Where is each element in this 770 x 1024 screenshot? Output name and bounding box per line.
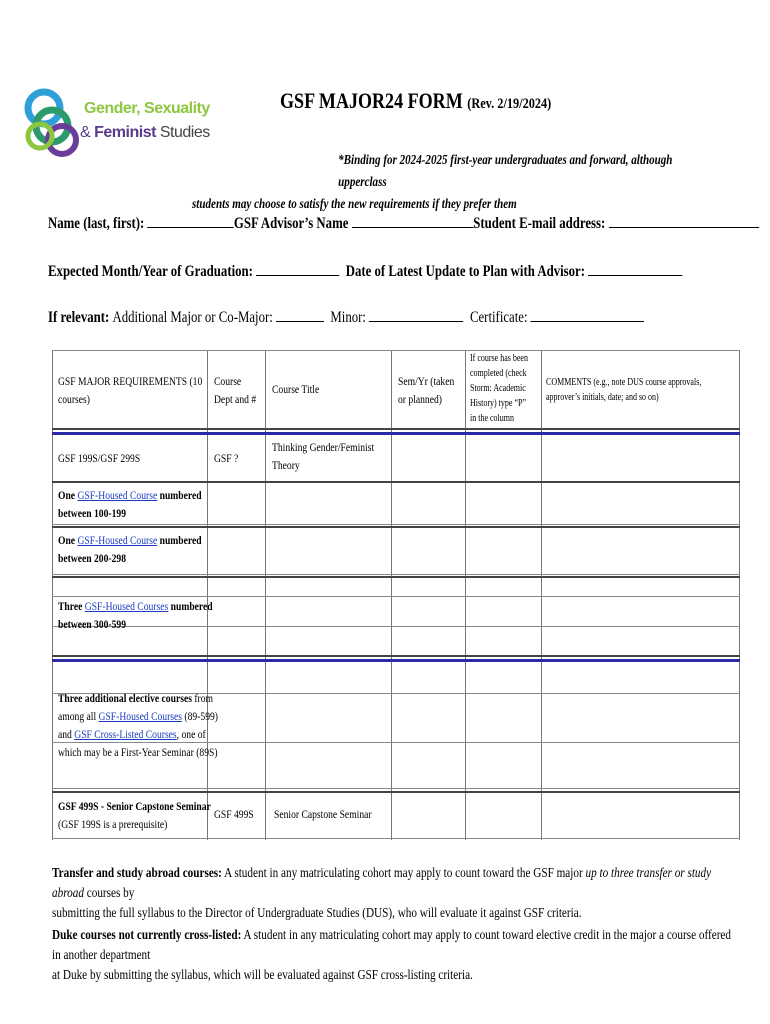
additional-fields xyxy=(48,308,644,327)
update-field[interactable] xyxy=(588,262,682,276)
minor-label: Minor: xyxy=(330,309,366,326)
row-gateway-dept: GSF ? xyxy=(214,451,239,465)
header-dept: Course Dept and # xyxy=(214,374,257,406)
gsf-housed-courses-link[interactable]: GSF-Housed Courses xyxy=(98,709,182,723)
binding-note: *Binding for 2024-2025 first-year undergraduates and forward, although upperclass students may choose to satisfy the new requirements if they prefer them xyxy=(192,153,673,212)
row-300-level: Three GSF-Housed Courses numbered between 300-599 xyxy=(58,599,213,631)
logo-rings-icon xyxy=(22,80,82,160)
transfer-policy: Transfer and study abroad courses: A student in any matriculating cohort may apply to count toward the GSF major up to three transfer or study abroad courses by submitting the full syllabus to the Director of Undergraduate Studies (DUS), who will evaluate it against GSF criteria. xyxy=(52,866,712,921)
cross-listing-policy: Duke courses not currently cross-listed: A student in any matriculating cohort may apply to count toward elective credit in the major a course offered in another department at Duke by submitting the syllabus, which will be evaluated against GSF cross-listing criteria. xyxy=(52,928,731,983)
gsf-housed-course-link[interactable]: GSF-Housed Course xyxy=(77,533,158,547)
addmajor-label: Additional Major or Co-Major: xyxy=(112,309,273,326)
advisor-label: GSF Advisor’s Name xyxy=(233,215,349,232)
row-200-level: One GSF-Housed Course numbered between 200-298 xyxy=(58,533,202,565)
email-label: Student E-mail address: xyxy=(473,215,606,232)
row-gateway-title: Thinking Gender/Feminist Theory xyxy=(272,440,375,472)
identity-fields xyxy=(48,214,759,233)
row-capstone-dept: GSF 499S xyxy=(214,807,254,821)
gsf-logo xyxy=(22,80,210,160)
header-course-title: Course Title xyxy=(272,382,320,396)
email-field[interactable] xyxy=(608,214,758,228)
addmajor-field[interactable] xyxy=(276,308,324,322)
logo-line1: Gender, Sexuality xyxy=(84,100,210,117)
form-title: GSF MAJOR24 FORM (Rev. 2/19/2024) xyxy=(280,88,552,113)
relevant-label: If relevant: xyxy=(48,309,110,326)
certificate-label: Certificate: xyxy=(469,309,528,326)
name-field[interactable] xyxy=(148,214,234,228)
revision-date: (Rev. 2/19/2024) xyxy=(467,96,552,112)
header-requirements: GSF MAJOR REQUIREMENTS (10 courses) xyxy=(58,374,203,406)
graduation-field[interactable] xyxy=(256,262,339,276)
certificate-field[interactable] xyxy=(531,308,645,322)
gsf-housed-course-link[interactable]: GSF-Housed Course xyxy=(77,488,158,502)
header-sem-yr: Sem/Yr (taken or planned) xyxy=(398,374,455,406)
name-label: Name (last, first): xyxy=(48,215,145,232)
logo-line2: & Feminist Studies xyxy=(80,124,210,141)
advisor-field[interactable] xyxy=(352,214,474,228)
header-comments: COMMENTS (e.g., note DUS course approvals, approver’s initials, date; and so on) xyxy=(546,377,702,403)
update-label: Date of Latest Update to Plan with Advisor: xyxy=(345,263,585,280)
gsf-housed-courses-link[interactable]: GSF-Housed Courses xyxy=(84,599,169,613)
requirements-table xyxy=(52,350,740,840)
row-100-level: One GSF-Housed Course numbered between 100-199 xyxy=(58,488,202,520)
gsf-cross-listed-courses-link[interactable]: GSF Cross-Listed Courses xyxy=(74,727,177,741)
row-electives: Three additional elective courses from among all GSF-Housed Courses (89-599) and GSF Cross-Listed Courses, one of which may be a First-Year Seminar (89S) xyxy=(58,691,218,759)
minor-field[interactable] xyxy=(369,308,463,322)
header-storm: If course has been completed (check Storm: Academic History) type “P” in the column xyxy=(470,353,528,424)
graduation-fields xyxy=(48,262,683,281)
row-capstone-title: Senior Capstone Seminar xyxy=(274,807,372,821)
row-gateway-requirement: GSF 199S/GSF 299S xyxy=(58,451,141,465)
graduation-label: Expected Month/Year of Graduation: xyxy=(48,263,253,280)
row-capstone: GSF 499S - Senior Capstone Seminar (GSF 199S is a prerequisite) xyxy=(58,799,211,831)
